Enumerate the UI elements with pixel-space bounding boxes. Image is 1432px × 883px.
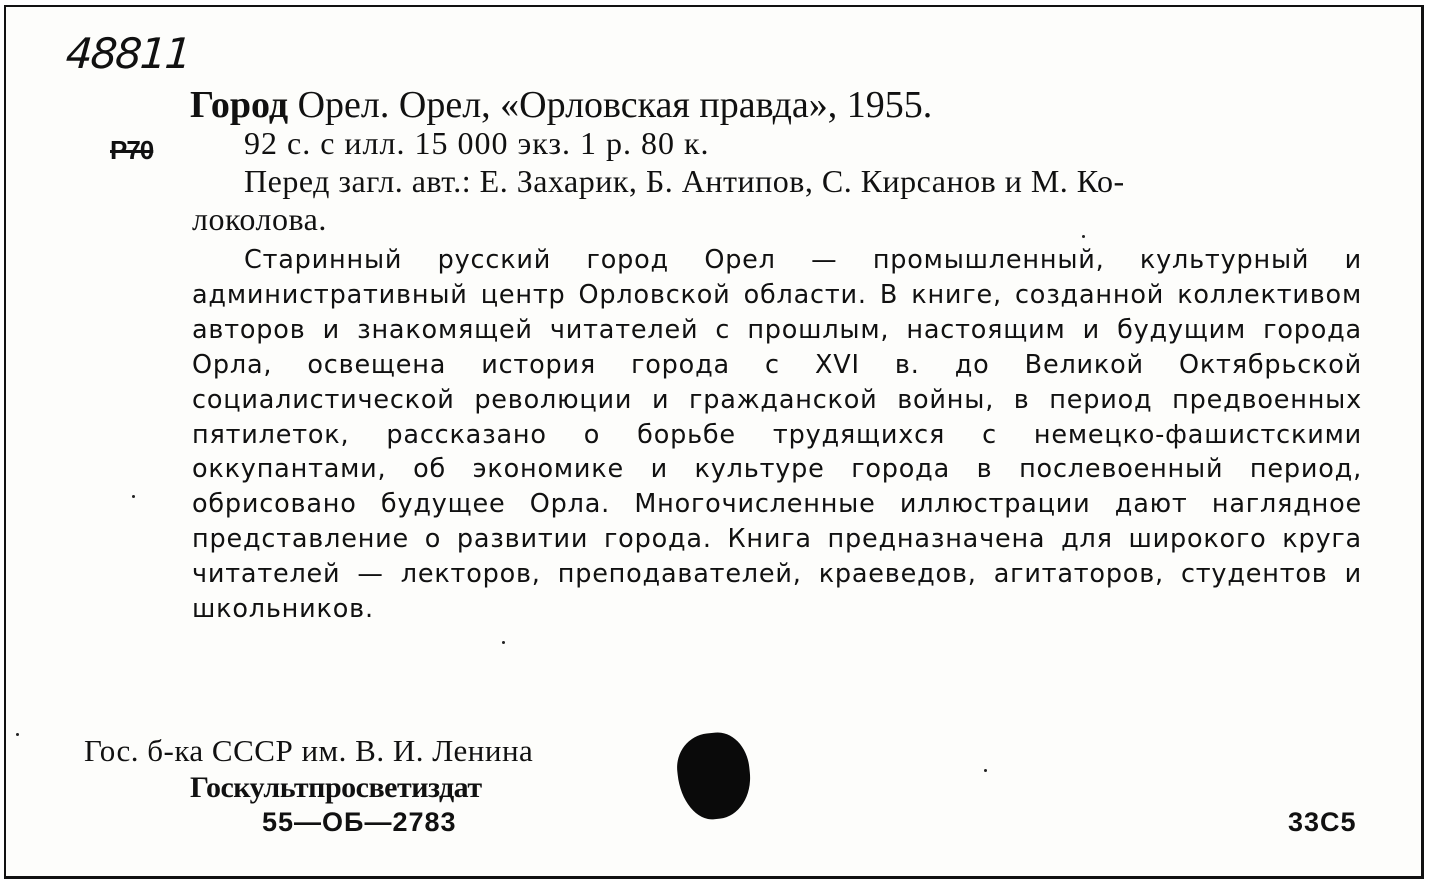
card-code: 33С5 xyxy=(1288,807,1357,837)
physical-description: 92 с. с илл. 15 000 экз. 1 р. 80 к. xyxy=(244,125,710,161)
ink-speck xyxy=(132,495,135,498)
title-line xyxy=(190,83,932,127)
authors-note: Перед загл. авт.: Е. Захарик, Б. Антипов, С. Кирсанов и М. Ко- xyxy=(244,163,1125,199)
ink-speck xyxy=(16,733,19,736)
title-keyword: Город xyxy=(190,84,289,126)
classification-mark: Р70 xyxy=(110,135,154,165)
ink-speck xyxy=(1082,235,1085,238)
ink-speck xyxy=(502,641,505,644)
library-name: Гос. б-ка СССР им. В. И. Ленина xyxy=(84,733,534,768)
publisher-name: Госкультпросветиздат xyxy=(190,771,482,804)
ink-speck xyxy=(984,769,987,772)
title-imprint: Орел. Орел, «Орловская правда», 1955. xyxy=(288,84,933,126)
catalog-card xyxy=(4,5,1424,879)
punch-hole xyxy=(674,729,755,822)
annotation: Старинный русский город Орел — промышленный, культурный и административный центр Орловской области. В книге, созданной коллективом авторов и знакомящей читателей с прошлым, настоящим и будущим города Орла, освещена история города с XVI в. до Великой Октябрьской социалистической революции и гражданской войны, в период предвоенных пятилеток, рассказано о борьбе трудящихся с немецко-фашистскими оккупантами, об экономике и культуре города в послевоенный период, обрисовано будущее Орла. Многочисленные иллюстрации дают наглядное представление о развитии города. Книга предназначена для широкого круга читателей — лекторов, преподавателей, краеведов, агитаторов, студентов и школьников. xyxy=(192,245,1362,625)
authors-note-continued: локолова. xyxy=(192,201,327,237)
order-number: 55—ОБ—2783 xyxy=(262,807,457,837)
shelf-mark: 48811 xyxy=(64,29,192,78)
